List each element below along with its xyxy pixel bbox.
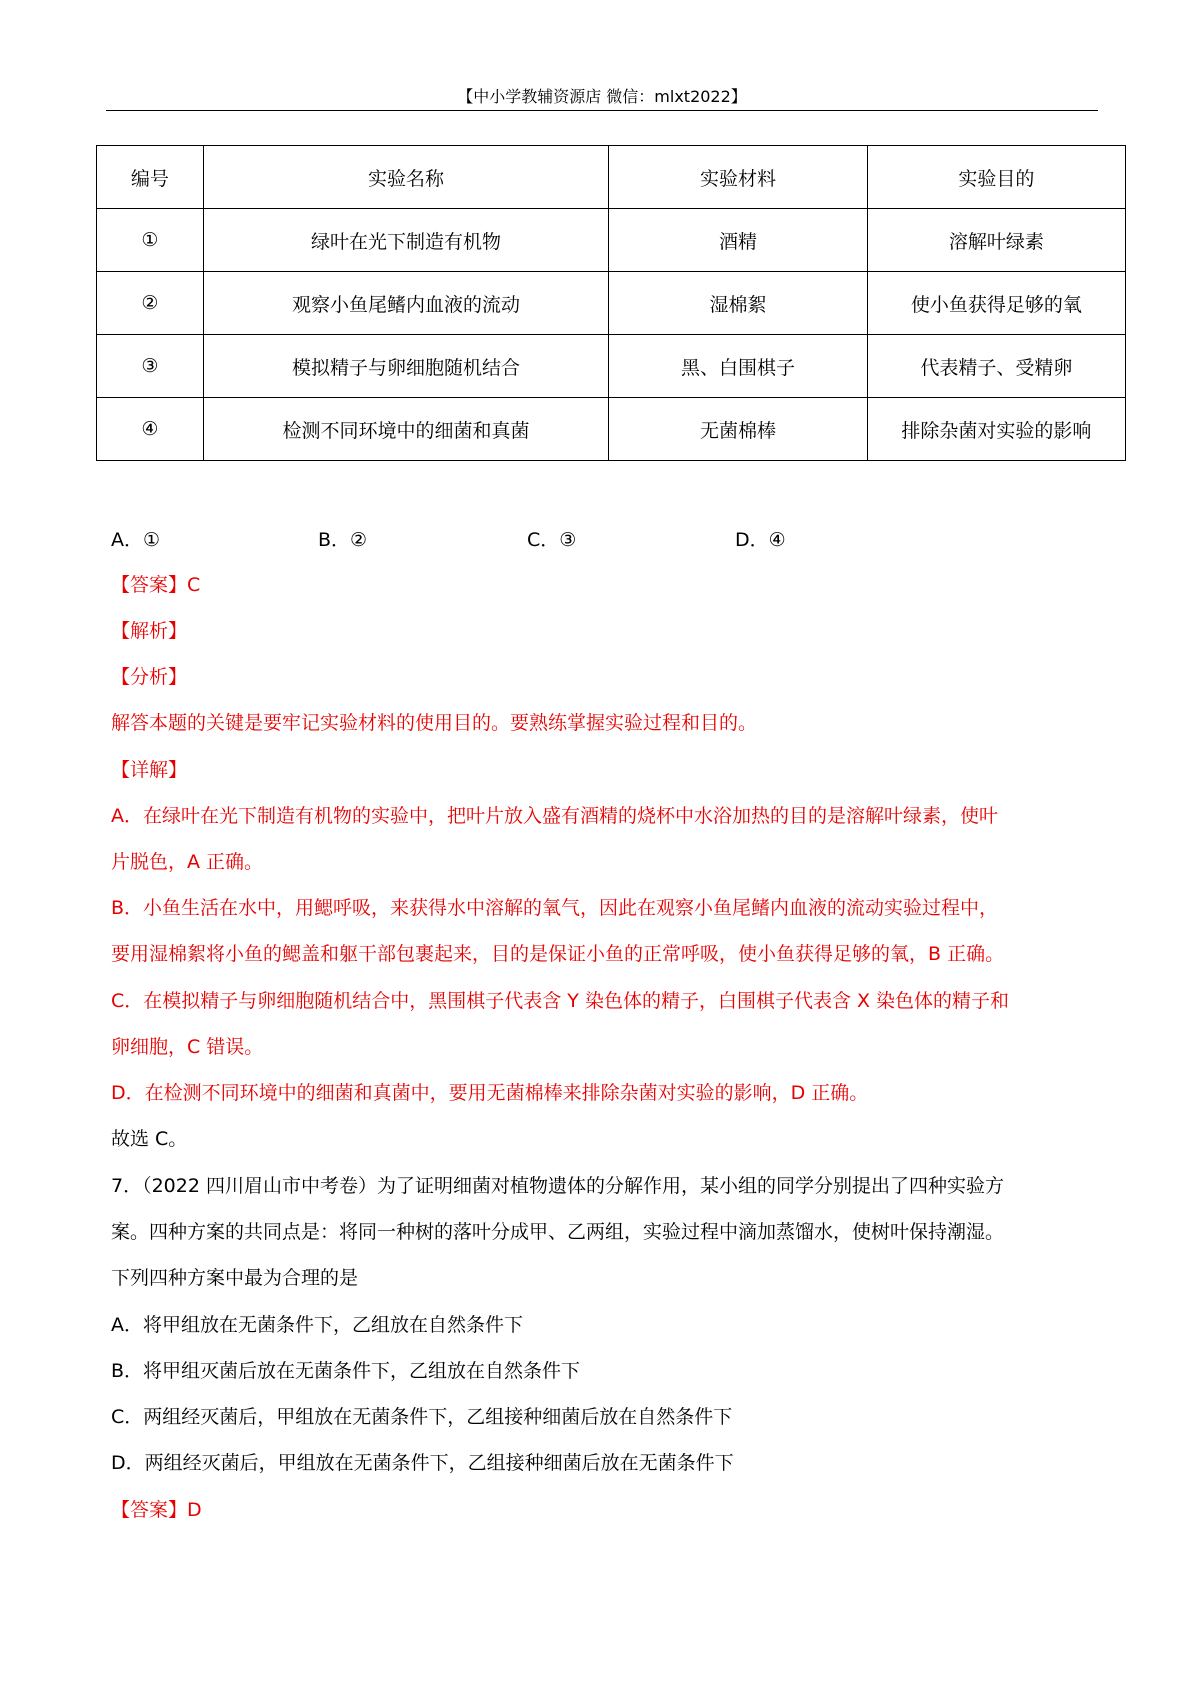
experiment-table xyxy=(96,145,1126,461)
q6-fenxi-text: 解答本题的关键是要牢记实验材料的使用目的。要熟练掌握实验过程和目的。 xyxy=(111,712,758,734)
q6-option-b: B．② xyxy=(318,529,368,551)
q6-conclusion: 故选 C。 xyxy=(111,1128,188,1150)
table-header-cell: 实验目的 xyxy=(867,146,1125,209)
q7-stem-line1: 7．（2022 四川眉山市中考卷）为了证明细菌对植物遗体的分解作用，某小组的同学分别提出了四种实验方 xyxy=(111,1175,1004,1197)
table-cell: 模拟精子与卵细胞随机结合 xyxy=(203,335,609,398)
table-cell: 溶解叶绿素 xyxy=(867,209,1125,272)
table-cell: 观察小鱼尾鳍内血液的流动 xyxy=(203,272,609,335)
q6-detail-b-line1: B．小鱼生活在水中，用鳃呼吸，来获得水中溶解的氧气，因此在观察小鱼尾鳍内血液的流动实验过程中， xyxy=(111,897,999,919)
q7-stem-line2: 案。四种方案的共同点是：将同一种树的落叶分成甲、乙两组，实验过程中滴加蒸馏水，使树叶保持潮湿。 xyxy=(111,1221,1005,1243)
q6-answer: 【答案】C xyxy=(111,574,201,596)
q7-answer: 【答案】D xyxy=(111,1499,202,1521)
q7-option-a: A．将甲组放在无菌条件下，乙组放在自然条件下 xyxy=(111,1314,523,1336)
table-row xyxy=(97,272,1126,335)
q6-detail-b-line2: 要用湿棉絮将小鱼的鳃盖和躯干部包裹起来，目的是保证小鱼的正常呼吸，使小鱼获得足够的氧，B 正确。 xyxy=(111,943,1005,965)
table-cell: 黑、白围棋子 xyxy=(609,335,867,398)
page-header: 【中小学教辅资源店 微信：mlxt2022】 xyxy=(106,84,1098,111)
q6-detail-c-line2: 卵细胞，C 错误。 xyxy=(111,1036,264,1058)
table-cell: 绿叶在光下制造有机物 xyxy=(203,209,609,272)
q6-jiexi-label: 【解析】 xyxy=(111,620,188,642)
table-cell: 检测不同环境中的细菌和真菌 xyxy=(203,398,609,461)
table-cell: 湿棉絮 xyxy=(609,272,867,335)
table-cell: 酒精 xyxy=(609,209,867,272)
table-cell: 代表精子、受精卵 xyxy=(867,335,1125,398)
q6-detail-a-line2: 片脱色，A 正确。 xyxy=(111,851,264,873)
q6-option-a: A．① xyxy=(111,529,161,551)
table-header-cell: 编号 xyxy=(97,146,204,209)
table-cell: 使小鱼获得足够的氧 xyxy=(867,272,1125,335)
table-header-cell: 实验名称 xyxy=(203,146,609,209)
q7-option-b: B．将甲组灭菌后放在无菌条件下，乙组放在自然条件下 xyxy=(111,1360,581,1382)
table-row xyxy=(97,398,1126,461)
table-header-row xyxy=(97,146,1126,209)
q7-option-c: C．两组经灭菌后，甲组放在无菌条件下，乙组接种细菌后放在自然条件下 xyxy=(111,1406,733,1428)
table-cell: ③ xyxy=(97,335,204,398)
q6-option-c: C．③ xyxy=(527,529,577,551)
table-cell: ① xyxy=(97,209,204,272)
q6-detail-d: D．在检测不同环境中的细菌和真菌中，要用无菌棉棒来排除杂菌对实验的影响，D 正确。 xyxy=(111,1082,869,1104)
q6-detail-a-line1: A．在绿叶在光下制造有机物的实验中，把叶片放入盛有酒精的烧杯中水浴加热的目的是溶解叶绿素，使叶 xyxy=(111,805,999,827)
table-cell: 无菌棉棒 xyxy=(609,398,867,461)
table-cell: 排除杂菌对实验的影响 xyxy=(867,398,1125,461)
table-row xyxy=(97,209,1126,272)
q6-fenxi-label: 【分析】 xyxy=(111,666,188,688)
table-row xyxy=(97,335,1126,398)
table-header-cell: 实验材料 xyxy=(609,146,867,209)
q6-xiangjie-label: 【详解】 xyxy=(111,759,188,781)
q7-option-d: D．两组经灭菌后，甲组放在无菌条件下，乙组接种细菌后放在无菌条件下 xyxy=(111,1452,734,1474)
q6-option-d: D．④ xyxy=(735,529,786,551)
q6-detail-c-line1: C．在模拟精子与卵细胞随机结合中，黑围棋子代表含 Y 染色体的精子，白围棋子代表含 X 染色体的精子和 xyxy=(111,990,1010,1012)
q7-stem-line3: 下列四种方案中最为合理的是 xyxy=(111,1267,359,1289)
table-cell: ④ xyxy=(97,398,204,461)
table-cell: ② xyxy=(97,272,204,335)
